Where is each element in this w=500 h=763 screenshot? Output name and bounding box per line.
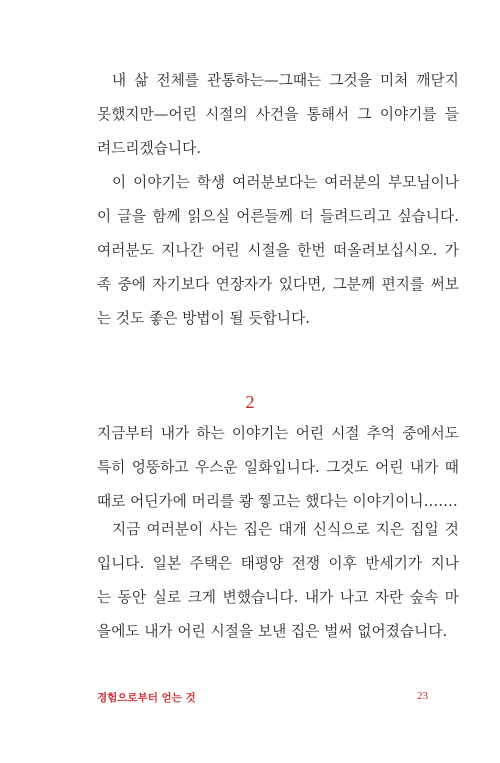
text-line: 특히 엉뚱하고 우스운 일화입니다. 그것도 어린 내가 때 (97, 459, 459, 476)
text-line: 입니다. 일본 주택은 태평양 전쟁 이후 반세기가 지나 (97, 555, 459, 572)
body-paragraph-3 (97, 417, 459, 519)
section-number: 2 (245, 392, 255, 412)
text-line: 이 글을 함께 읽으실 어른들께 더 들려드리고 싶습니다. (97, 208, 459, 225)
text-line: 는 것도 좋은 방법이 될 듯합니다. (97, 310, 311, 327)
text-line: 는 동안 실로 크게 변했습니다. 내가 나고 자란 숲속 마 (97, 589, 459, 606)
running-footer-title: 경험으로부터 얻는 것 (97, 692, 196, 704)
text-line: 이 이야기는 학생 여러분보다는 여러분의 부모님이나 (112, 174, 459, 191)
text-line: 여러분도 지나간 어린 시절을 한번 떠올려보십시오. 가 (97, 242, 459, 259)
body-paragraph-4 (97, 513, 459, 649)
text-line: 을에도 내가 어린 시절을 보낸 집은 벌써 없어졌습니다. (97, 623, 448, 640)
text-line: 족 중에 자기보다 연장자가 있다면, 그분께 편지를 써보 (97, 276, 459, 293)
text-line: 려드리겠습니다. (97, 140, 202, 157)
body-paragraph-1 (97, 64, 459, 166)
text-line: 못했지만—어린 시절의 사건을 통해서 그 이야기를 들 (97, 106, 459, 123)
body-paragraph-2 (97, 166, 459, 336)
text-line: 때로 어딘가에 머리를 쾅 찧고는 했다는 이야기이니……. (97, 493, 458, 510)
text-line: 내 삶 전체를 관통하는—그때는 그것을 미처 깨닫지 (112, 72, 459, 89)
text-line: 지금 여러분이 사는 집은 대개 신식으로 지은 집일 것 (112, 521, 459, 538)
page-number: 23 (417, 690, 428, 702)
text-line: 지금부터 내가 하는 이야기는 어린 시절 추억 중에서도 (97, 425, 459, 442)
